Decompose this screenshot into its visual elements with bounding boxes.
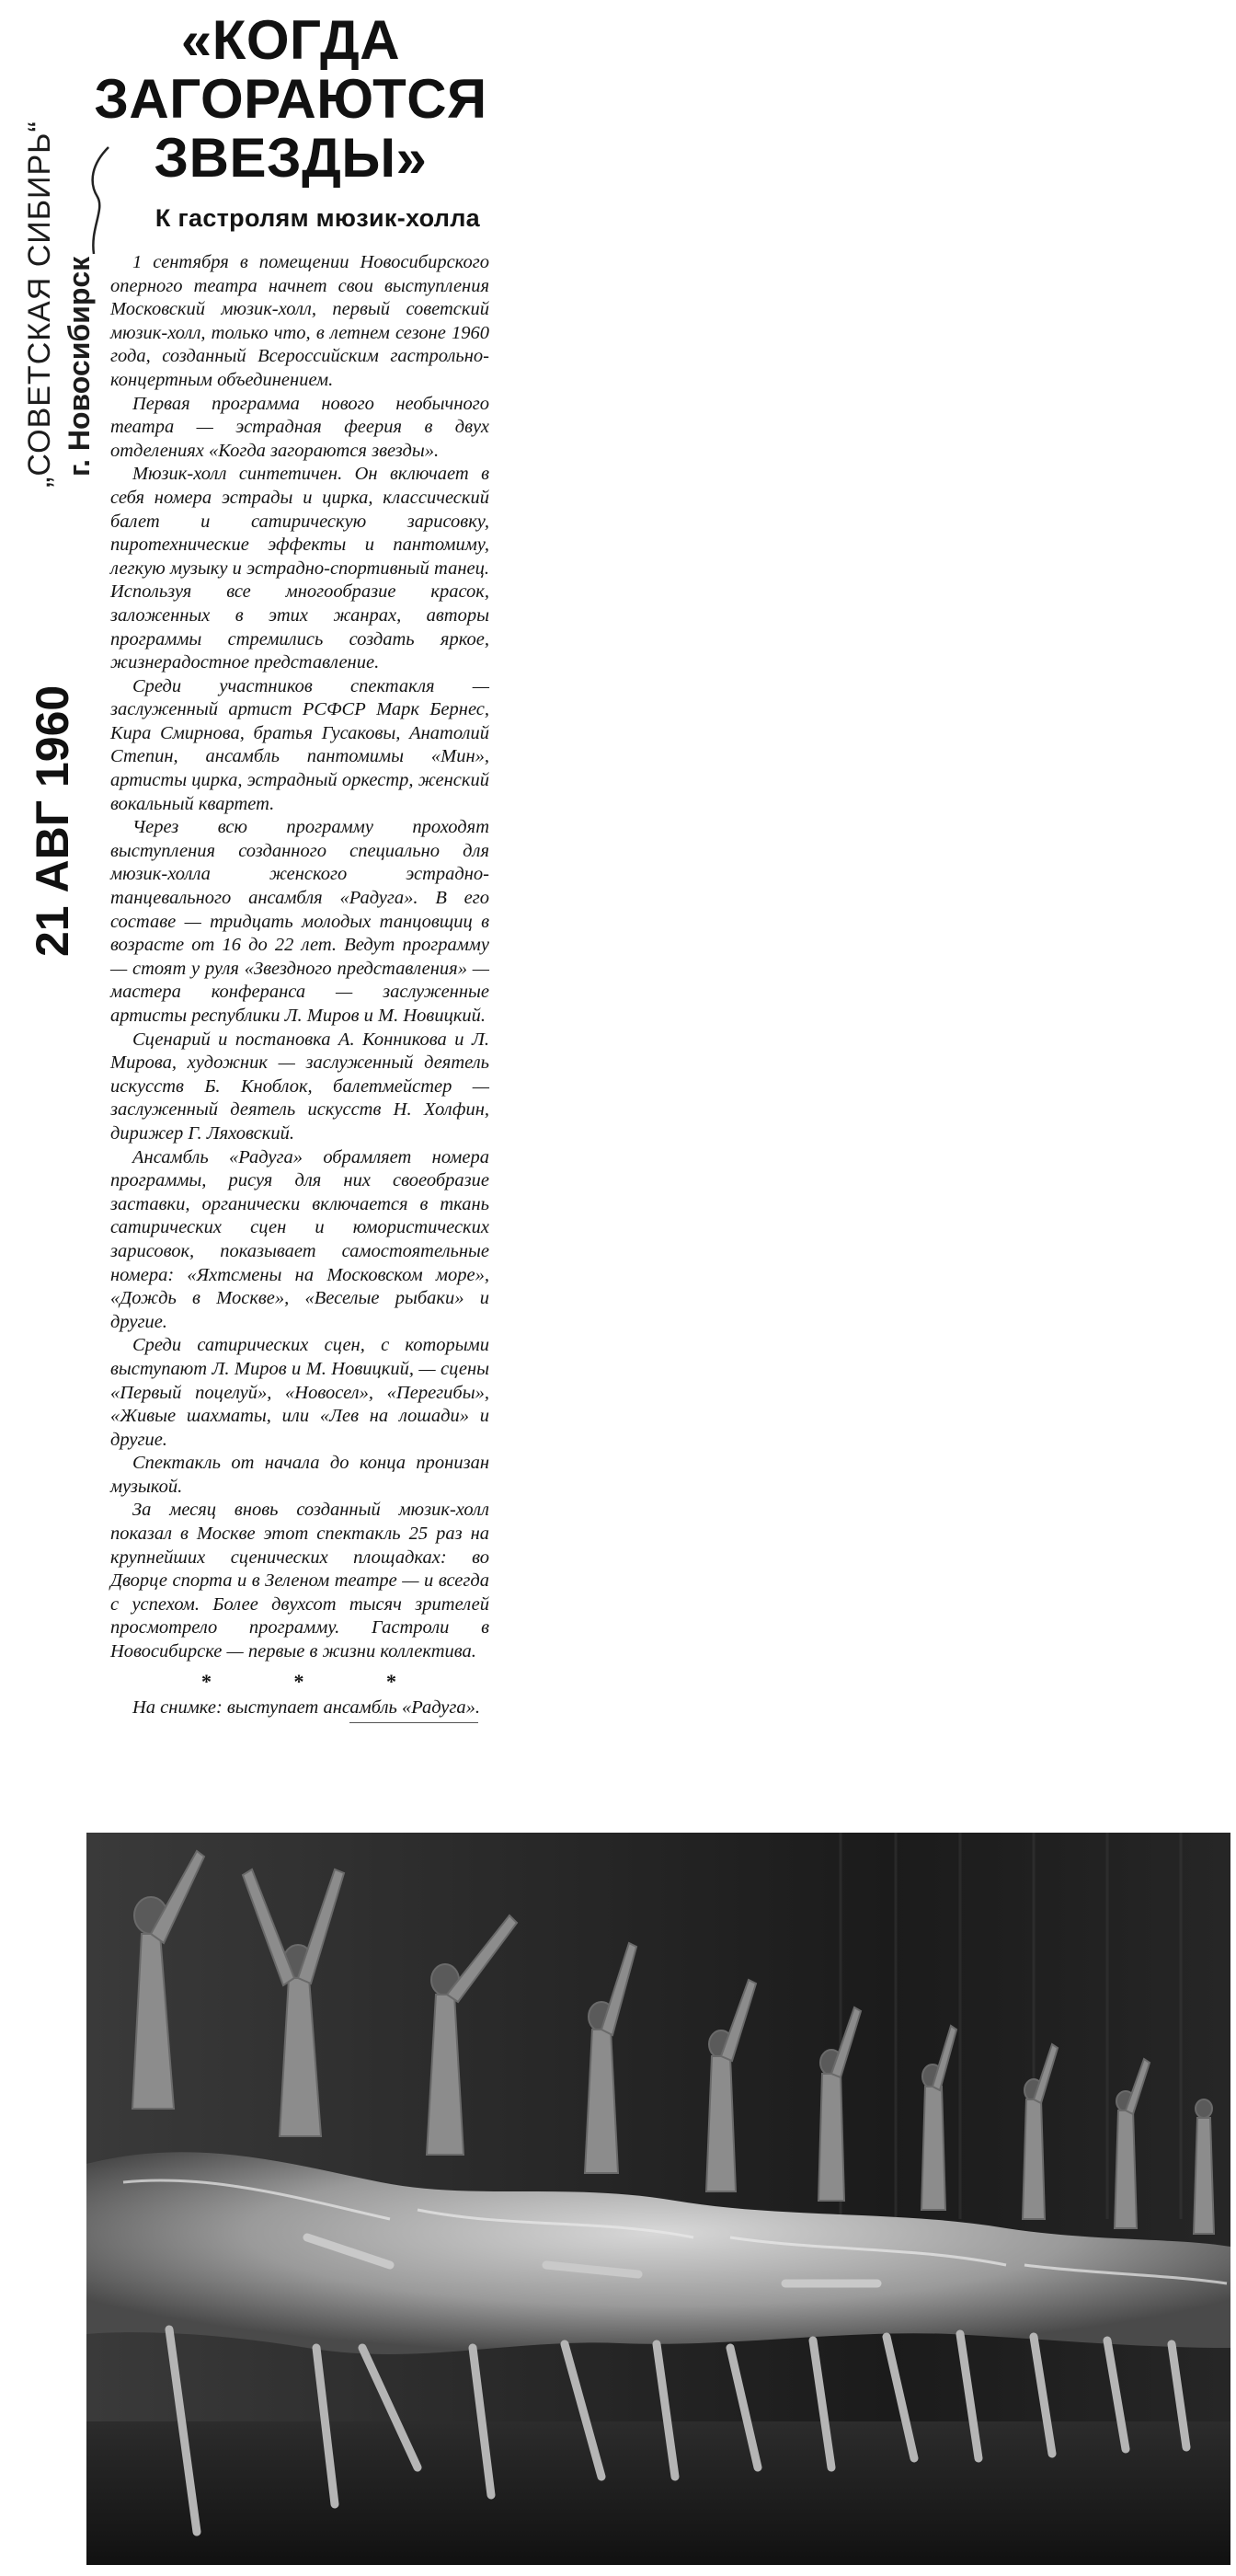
paragraph: Сценарий и постановка А. Конникова и Л. Мирова, художник — заслуженный деятель искусств Б. Кноблок, балетмейстер — заслуженный деятель искусств Н. Холфин, дирижер Г. Ляховский. [110,1029,489,1144]
caption-rule [349,1722,478,1723]
photo-caption: На снимке: выступает ансамбль «Радуга». [132,1697,481,1719]
paragraph: Первая программа нового необычного театра — эстрадная феерия в двух отделениях «Когда загораются звезды». [110,393,489,461]
subheading: К гастролям мюзик-холла [154,204,480,232]
headline [92,11,489,188]
headline-line: «КОГДА [180,9,401,71]
headline-line: ЗВЕЗДЫ» [154,127,428,189]
paragraph: Мюзик-холл синтетичен. Он включает в себя номера эстрады и цирка, классический балет и сатирическую зарисовку, пиротехнические эффекты и пантомиму, легкую музыку и эстрадно-спортивный танец. Используя все многообразие красок, заложенных в этих жанрах, авторы программы стремились создать яркое, жизнерадостное представление. [110,464,489,673]
article [92,11,489,1723]
city-name: г. Новосибирск [63,256,96,477]
dancers-photo [86,1833,1230,2565]
paragraph: 1 сентября в помещении Новосибирского оперного театра начнет свои выступления Московский мюзик-холл, первый советский мюзик-холл, только что, в летнем сезоне 1960 года, созданный Всероссийским гастрольно-концертным объединением. [110,252,489,390]
clipping-date: 21 АВГ 1960 [27,684,78,957]
newspaper-name: „СОВЕТСКАЯ СИБИРЬ“ [22,121,57,488]
paragraph: За месяц вновь созданный мюзик-холл показал в Москве этот спектакль 25 раз на крупнейших сценических площадках: во Дворце спорта и в Зеленом театре — и всегда с успехом. Более двухсот тысяч зрителей просмотрело программу. Гастроли в Новосибирске — первые в жизни коллектива. [110,1500,489,1662]
paragraph: Через всю программу проходят выступления созданного специально для мюзик-холла женского эстрадно-танцевального ансамбля «Радуга». В его составе — тридцать молодых танцовщиц в возрасте от 16 до 22 лет. Ведут программу — стоят у руля «Звездного представления» — мастера конферанса — заслуженные артисты республики Л. Миров и М. Новицкий. [110,817,489,1026]
headline-line: ЗАГОРАЮТСЯ [94,68,487,130]
dancers-photo-drawing [86,1833,1230,2565]
paragraph: Ансамбль «Радуга» обрамляет номера программы, рисуя для них своеобразие заставки, органически включается в ткань сатирических сцен и юмористических зарисовок, показывает самостоятельные номера: «Яхтсмены на Московском море», «Дождь в Москве», «Веселые рыбаки» и другие. [110,1146,489,1332]
paragraph: Спектакль от начала до конца пронизан музыкой. [110,1453,489,1497]
paragraph: Среди участников спектакля — заслуженный артист РСФСР Марк Бернес, Кира Смирнова, братья Гусаковы, Анатолий Степин, ансамбль пантомимы «Мин», артисты цирка, эстрадный оркестр, женский вокальный квартет. [110,675,489,814]
section-divider-stars: * * * [201,1669,435,1693]
article-body [110,251,489,1723]
paragraph: Среди сатирических сцен, с которыми выступают Л. Миров и М. Новицкий, — сцены «Первый поцелуй», «Новосел», «Перегибы», «Живые шахматы, или «Лев на лошади» и другие. [110,1335,489,1450]
